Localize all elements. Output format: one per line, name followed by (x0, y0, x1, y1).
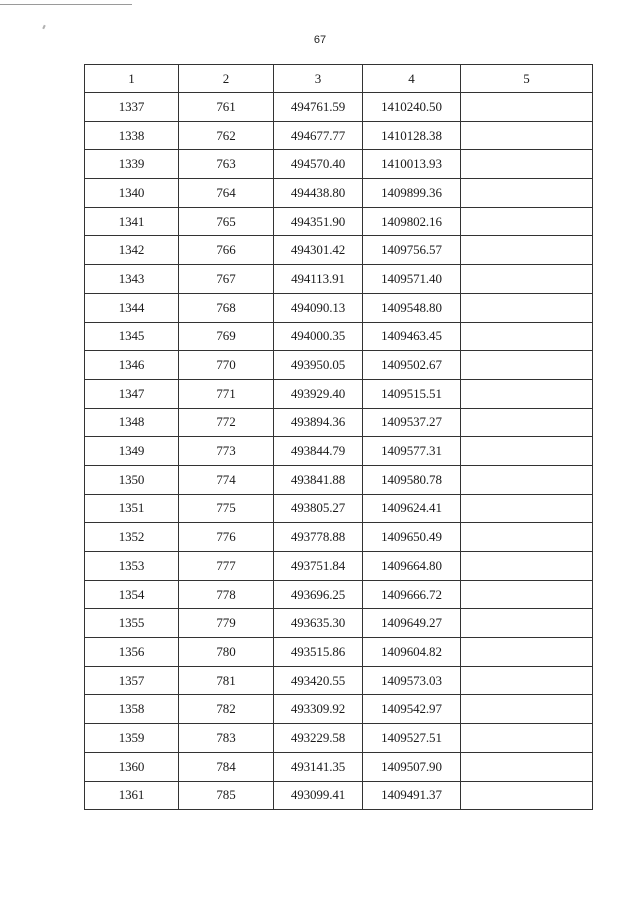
table-row (85, 93, 593, 122)
table-cell-col-4: 1409537.27 (363, 408, 461, 437)
table-cell-col-5 (461, 695, 593, 724)
coordinates-table (84, 64, 593, 810)
table-row (85, 150, 593, 179)
table-cell-col-1: 1344 (85, 293, 179, 322)
table-row (85, 265, 593, 294)
table-row (85, 379, 593, 408)
table-cell-col-2: 778 (179, 580, 274, 609)
table-cell-col-4: 1409571.40 (363, 265, 461, 294)
column-header-2: 2 (179, 65, 274, 93)
table-cell-col-3: 493635.30 (274, 609, 363, 638)
table-row (85, 322, 593, 351)
table-row (85, 236, 593, 265)
table-cell-col-3: 493309.92 (274, 695, 363, 724)
table-cell-col-3: 493929.40 (274, 379, 363, 408)
table-cell-col-5 (461, 552, 593, 581)
table-cell-col-2: 774 (179, 465, 274, 494)
table-cell-col-1: 1355 (85, 609, 179, 638)
table-row (85, 179, 593, 208)
table-cell-col-3: 493805.27 (274, 494, 363, 523)
table-cell-col-3: 493420.55 (274, 666, 363, 695)
table-cell-col-1: 1356 (85, 638, 179, 667)
table-row (85, 494, 593, 523)
table-row (85, 408, 593, 437)
table-cell-col-3: 493894.36 (274, 408, 363, 437)
table-cell-col-1: 1346 (85, 351, 179, 380)
table-cell-col-2: 779 (179, 609, 274, 638)
table-cell-col-5 (461, 494, 593, 523)
table-cell-col-4: 1409666.72 (363, 580, 461, 609)
table-row (85, 351, 593, 380)
table-cell-col-5 (461, 322, 593, 351)
table-cell-col-1: 1360 (85, 752, 179, 781)
table-cell-col-3: 493950.05 (274, 351, 363, 380)
table-cell-col-5 (461, 465, 593, 494)
table-cell-col-4: 1409577.31 (363, 437, 461, 466)
table-row (85, 121, 593, 150)
table-cell-col-5 (461, 293, 593, 322)
table-cell-col-1: 1347 (85, 379, 179, 408)
table-cell-col-1: 1351 (85, 494, 179, 523)
table-cell-col-1: 1350 (85, 465, 179, 494)
table-row (85, 609, 593, 638)
column-header-4: 4 (363, 65, 461, 93)
table-cell-col-3: 494000.35 (274, 322, 363, 351)
table-cell-col-5 (461, 236, 593, 265)
table-cell-col-2: 772 (179, 408, 274, 437)
table-cell-col-5 (461, 265, 593, 294)
table-cell-col-2: 771 (179, 379, 274, 408)
table-cell-col-3: 493099.41 (274, 781, 363, 810)
table-cell-col-4: 1409664.80 (363, 552, 461, 581)
table-cell-col-5 (461, 379, 593, 408)
table-cell-col-4: 1409802.16 (363, 207, 461, 236)
table-row (85, 580, 593, 609)
table-cell-col-5 (461, 724, 593, 753)
table-cell-col-2: 785 (179, 781, 274, 810)
table-cell-col-2: 780 (179, 638, 274, 667)
table-row (85, 552, 593, 581)
table-cell-col-2: 763 (179, 150, 274, 179)
table-cell-col-5 (461, 207, 593, 236)
table-row (85, 207, 593, 236)
table-row (85, 752, 593, 781)
table-cell-col-5 (461, 752, 593, 781)
table-cell-col-4: 1409650.49 (363, 523, 461, 552)
table-cell-col-5 (461, 150, 593, 179)
table-cell-col-2: 781 (179, 666, 274, 695)
table-cell-col-4: 1410013.93 (363, 150, 461, 179)
table-cell-col-4: 1409548.80 (363, 293, 461, 322)
table-cell-col-5 (461, 609, 593, 638)
table-cell-col-4: 1409491.37 (363, 781, 461, 810)
table-cell-col-3: 493844.79 (274, 437, 363, 466)
page-number: 67 (313, 34, 327, 46)
table-row (85, 695, 593, 724)
table-cell-col-1: 1349 (85, 437, 179, 466)
table-cell-col-2: 773 (179, 437, 274, 466)
table-cell-col-1: 1361 (85, 781, 179, 810)
table-cell-col-3: 493229.58 (274, 724, 363, 753)
table-cell-col-4: 1409542.97 (363, 695, 461, 724)
table-cell-col-1: 1340 (85, 179, 179, 208)
table-cell-col-4: 1410240.50 (363, 93, 461, 122)
table-cell-col-2: 783 (179, 724, 274, 753)
table-cell-col-3: 494090.13 (274, 293, 363, 322)
table-cell-col-5 (461, 666, 593, 695)
table-cell-col-4: 1409463.45 (363, 322, 461, 351)
table-cell-col-2: 784 (179, 752, 274, 781)
table-cell-col-2: 782 (179, 695, 274, 724)
table-row (85, 724, 593, 753)
table-cell-col-3: 494761.59 (274, 93, 363, 122)
table-cell-col-1: 1343 (85, 265, 179, 294)
table-cell-col-5 (461, 351, 593, 380)
table-cell-col-3: 493841.88 (274, 465, 363, 494)
table-cell-col-1: 1342 (85, 236, 179, 265)
column-header-5: 5 (461, 65, 593, 93)
table-cell-col-4: 1409649.27 (363, 609, 461, 638)
table-cell-col-4: 1409604.82 (363, 638, 461, 667)
table-cell-col-4: 1409624.41 (363, 494, 461, 523)
table-row (85, 638, 593, 667)
table-cell-col-3: 493515.86 (274, 638, 363, 667)
table-cell-col-3: 494677.77 (274, 121, 363, 150)
table-cell-col-4: 1409502.67 (363, 351, 461, 380)
table-cell-col-3: 493778.88 (274, 523, 363, 552)
table-cell-col-4: 1409515.51 (363, 379, 461, 408)
table-cell-col-4: 1409507.90 (363, 752, 461, 781)
table-row (85, 437, 593, 466)
table-cell-col-5 (461, 523, 593, 552)
table-cell-col-3: 494438.80 (274, 179, 363, 208)
table-cell-col-3: 493141.35 (274, 752, 363, 781)
table-cell-col-4: 1409580.78 (363, 465, 461, 494)
table-cell-col-1: 1341 (85, 207, 179, 236)
table-cell-col-3: 494301.42 (274, 236, 363, 265)
table-body (85, 93, 593, 810)
table-cell-col-1: 1357 (85, 666, 179, 695)
table-cell-col-3: 493751.84 (274, 552, 363, 581)
table-row (85, 523, 593, 552)
table-cell-col-2: 776 (179, 523, 274, 552)
table-cell-col-4: 1409573.03 (363, 666, 461, 695)
table-cell-col-1: 1354 (85, 580, 179, 609)
table-cell-col-1: 1338 (85, 121, 179, 150)
table-cell-col-3: 493696.25 (274, 580, 363, 609)
scan-border-line (0, 4, 132, 5)
table-cell-col-4: 1409527.51 (363, 724, 461, 753)
table-cell-col-3: 494113.91 (274, 265, 363, 294)
table-cell-col-2: 764 (179, 179, 274, 208)
table-cell-col-2: 762 (179, 121, 274, 150)
table-cell-col-5 (461, 437, 593, 466)
table-cell-col-2: 766 (179, 236, 274, 265)
table-header-row (85, 65, 593, 93)
table-cell-col-1: 1359 (85, 724, 179, 753)
table-row (85, 781, 593, 810)
column-header-3: 3 (274, 65, 363, 93)
table-cell-col-4: 1410128.38 (363, 121, 461, 150)
scan-speck (42, 25, 46, 29)
table-cell-col-5 (461, 580, 593, 609)
table-cell-col-2: 761 (179, 93, 274, 122)
table-cell-col-1: 1337 (85, 93, 179, 122)
table-cell-col-5 (461, 638, 593, 667)
table-row (85, 666, 593, 695)
table-cell-col-1: 1339 (85, 150, 179, 179)
table-row (85, 293, 593, 322)
table-cell-col-3: 494351.90 (274, 207, 363, 236)
table-row (85, 465, 593, 494)
table-cell-col-1: 1352 (85, 523, 179, 552)
table-cell-col-1: 1358 (85, 695, 179, 724)
table-cell-col-3: 494570.40 (274, 150, 363, 179)
table-cell-col-2: 777 (179, 552, 274, 581)
table-cell-col-2: 770 (179, 351, 274, 380)
table-cell-col-2: 769 (179, 322, 274, 351)
table-cell-col-1: 1345 (85, 322, 179, 351)
table-cell-col-5 (461, 408, 593, 437)
table-cell-col-1: 1348 (85, 408, 179, 437)
table-cell-col-5 (461, 179, 593, 208)
table-cell-col-2: 775 (179, 494, 274, 523)
table-cell-col-2: 767 (179, 265, 274, 294)
table-cell-col-5 (461, 93, 593, 122)
table-cell-col-1: 1353 (85, 552, 179, 581)
table-cell-col-2: 765 (179, 207, 274, 236)
table-cell-col-5 (461, 781, 593, 810)
table-cell-col-5 (461, 121, 593, 150)
table-cell-col-4: 1409899.36 (363, 179, 461, 208)
table-cell-col-4: 1409756.57 (363, 236, 461, 265)
column-header-1: 1 (85, 65, 179, 93)
table-cell-col-2: 768 (179, 293, 274, 322)
